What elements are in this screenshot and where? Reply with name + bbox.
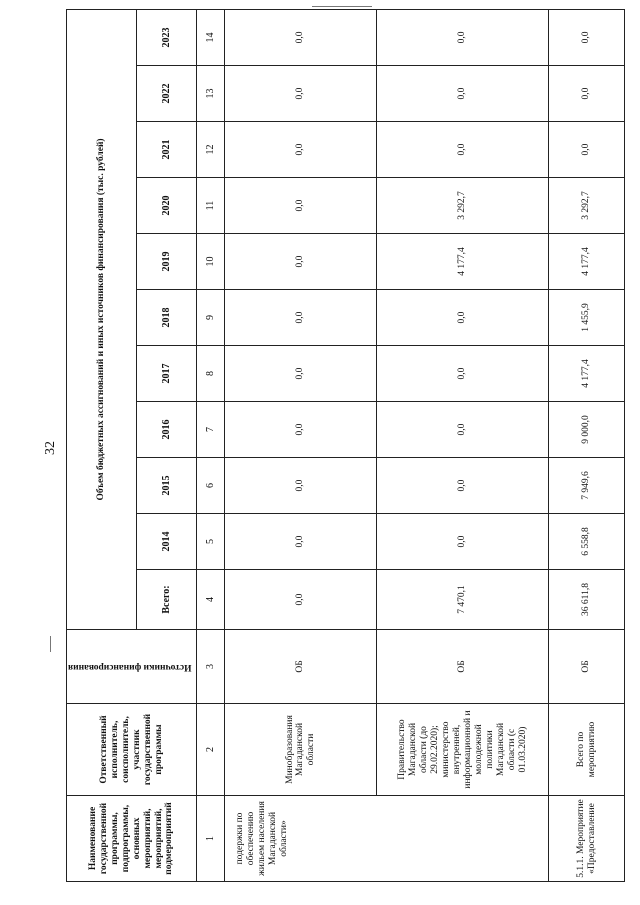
row-value: 1 455,9 [549, 290, 625, 346]
header-source: Источники финансирования [68, 661, 192, 672]
row-value: 0,0 [225, 402, 377, 458]
column-number: 5 [197, 514, 225, 570]
header-row-1 [67, 9, 137, 881]
column-number: 8 [197, 346, 225, 402]
row-value: 7 949,6 [549, 458, 625, 514]
column-number: 11 [197, 178, 225, 234]
header-source-cell [67, 630, 197, 704]
table-row [549, 9, 625, 881]
header-year: 2016 [137, 402, 197, 458]
header-total: Всего: [137, 570, 197, 630]
row-total: 7 470,1 [377, 570, 549, 630]
row-name: подержки по обеспечению жильем населения Магаданской области» [225, 796, 549, 882]
header-year: 2017 [137, 346, 197, 402]
row-total: 0,0 [225, 570, 377, 630]
table-area [66, 10, 620, 882]
column-number: 14 [197, 9, 225, 65]
column-number: 3 [197, 630, 225, 704]
row-value: 0,0 [225, 346, 377, 402]
column-number: 9 [197, 290, 225, 346]
row-value: 0,0 [225, 234, 377, 290]
row-value: 0,0 [225, 514, 377, 570]
rotated-table-wrapper [66, 10, 620, 882]
table-row [377, 9, 549, 881]
column-number: 13 [197, 66, 225, 122]
row-value: 0,0 [549, 66, 625, 122]
row-value: 0,0 [549, 122, 625, 178]
row-name: 5.1.1. Мероприятие «Предоставление [549, 796, 625, 882]
budget-table [66, 9, 625, 882]
row-value: 9 000,0 [549, 402, 625, 458]
table-row [225, 9, 377, 881]
row-value: 6 558,8 [549, 514, 625, 570]
row-value: 0,0 [377, 66, 549, 122]
row-value: 3 292,7 [377, 178, 549, 234]
row-value: 0,0 [377, 346, 549, 402]
scan-artifact-tick [50, 636, 51, 652]
row-total: 36 611,8 [549, 570, 625, 630]
row-source: ОБ [549, 630, 625, 704]
column-number: 6 [197, 458, 225, 514]
column-number: 12 [197, 122, 225, 178]
row-value: 0,0 [225, 66, 377, 122]
header-volume: Объем бюджетных ассигнований и иных источников финансирования (тыс. рублей) [67, 9, 137, 629]
row-value: 0,0 [549, 9, 625, 65]
column-number: 1 [197, 796, 225, 882]
column-number: 4 [197, 570, 225, 630]
header-year: 2014 [137, 514, 197, 570]
header-name: Наименование государственной программы, подпрограммы, основных мероприятий, мероприятий, подмероприятий [67, 796, 197, 882]
header-year: 2021 [137, 122, 197, 178]
header-executor: Ответственный исполнитель, соисполнитель, участник государственной программы [67, 704, 197, 796]
row-executor: Всего по мероприятию [549, 704, 625, 796]
row-executor: Минобразования Магаданской области [225, 704, 377, 796]
column-number: 2 [197, 704, 225, 796]
row-value: 0,0 [225, 458, 377, 514]
column-number-row [197, 9, 225, 881]
row-executor: Правительство Магаданской области (до 29.02.2020); министерство внутренней, информационной и молодежной политики Магаданской области (с 01.03.2020) [377, 704, 549, 796]
row-value: 0,0 [225, 122, 377, 178]
row-value: 0,0 [377, 290, 549, 346]
page-number: 32 [43, 441, 58, 455]
row-value: 0,0 [377, 514, 549, 570]
header-year: 2023 [137, 9, 197, 65]
row-value: 4 177,4 [549, 234, 625, 290]
row-value: 0,0 [377, 9, 549, 65]
row-source: ОБ [225, 630, 377, 704]
row-value: 0,0 [377, 402, 549, 458]
header-year: 2020 [137, 178, 197, 234]
row-value: 0,0 [377, 122, 549, 178]
row-value: 3 292,7 [549, 178, 625, 234]
column-number: 10 [197, 234, 225, 290]
header-year: 2018 [137, 290, 197, 346]
column-number: 7 [197, 402, 225, 458]
row-value: 4 177,4 [549, 346, 625, 402]
header-year: 2022 [137, 66, 197, 122]
header-year: 2015 [137, 458, 197, 514]
row-value: 4 177,4 [377, 234, 549, 290]
row-source: ОБ [377, 630, 549, 704]
row-value: 0,0 [377, 458, 549, 514]
scan-artifact-line [312, 6, 372, 7]
row-value: 0,0 [225, 178, 377, 234]
row-value: 0,0 [225, 290, 377, 346]
header-year: 2019 [137, 234, 197, 290]
row-value: 0,0 [225, 9, 377, 65]
